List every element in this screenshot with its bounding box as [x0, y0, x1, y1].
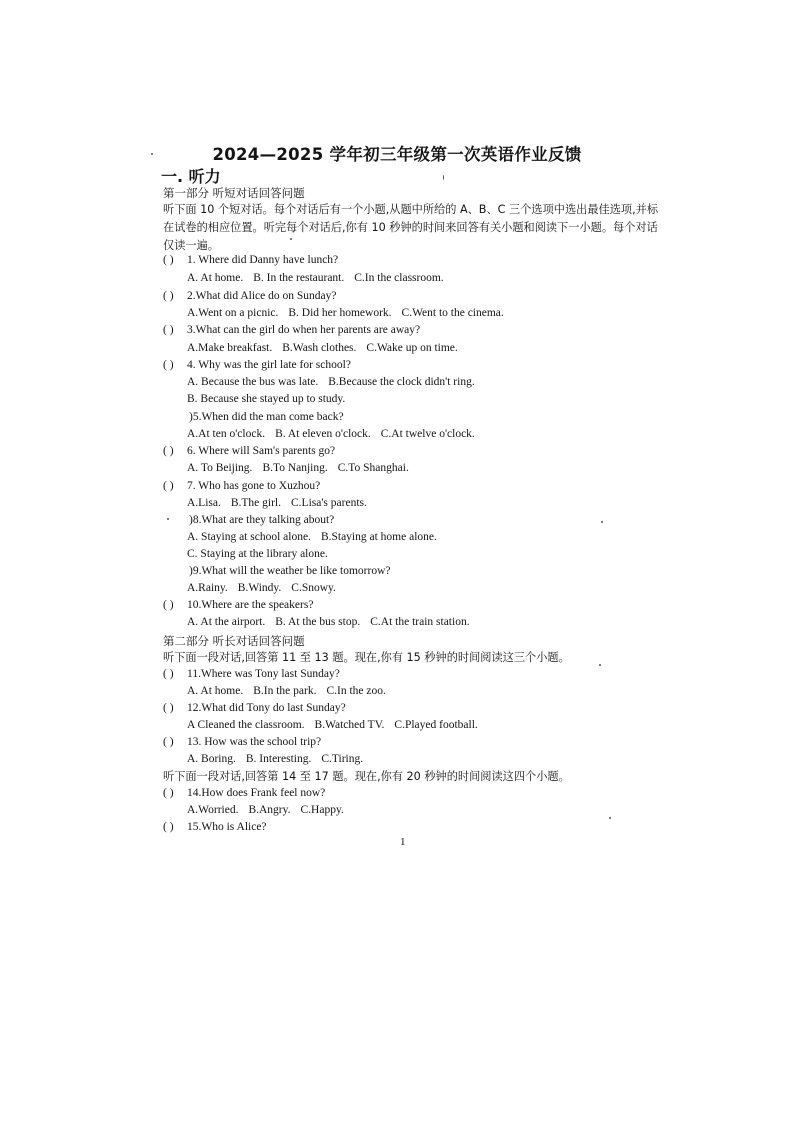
question-15: [163, 821, 267, 833]
question-stem: )8.What are they talking about?: [189, 514, 335, 526]
option-b: B.The girl.: [230, 497, 282, 509]
option-c: C.Played football.: [394, 719, 478, 731]
question-1-options: [187, 272, 454, 284]
question-11-options: [187, 685, 396, 697]
option-c: C.Snowy.: [291, 582, 336, 594]
scan-speck: [290, 238, 292, 240]
question-3-options: [187, 342, 468, 354]
question-stem: 11.Where was Tony last Sunday?: [187, 668, 340, 680]
question-stem: 3.What can the girl do when her parents are away?: [187, 324, 421, 336]
question-7-options: [187, 497, 377, 509]
question-14-options: [187, 804, 354, 816]
answer-bracket[interactable]: ( ): [163, 599, 174, 611]
scan-speck: [609, 817, 611, 819]
option-a: A. Boring.: [187, 753, 236, 765]
question-stem: 1. Where did Danny have lunch?: [187, 254, 339, 266]
question-1: [163, 254, 338, 266]
option-a: A.Make breakfast.: [187, 342, 273, 354]
page-number: 1: [400, 836, 406, 848]
scan-speck: [599, 664, 601, 666]
question-2: [163, 290, 336, 302]
option-b: B.In the park.: [253, 685, 317, 697]
option-a: A.Lisa.: [187, 497, 221, 509]
answer-bracket[interactable]: ( ): [163, 702, 174, 714]
question-stem: 2.What did Alice do on Sunday?: [187, 290, 337, 302]
question-stem: 14.How does Frank feel now?: [187, 787, 326, 799]
option-c: C.At twelve o'clock.: [380, 428, 475, 440]
question-8-options: [187, 531, 447, 543]
answer-bracket[interactable]: ( ): [163, 324, 174, 336]
option-c: C.To Shanghai.: [337, 462, 409, 474]
question-12-options: [187, 719, 488, 731]
answer-bracket[interactable]: ( ): [163, 787, 174, 799]
question-stem: 10.Where are the speakers?: [187, 599, 314, 611]
question-stem: 6. Where will Sam's parents go?: [187, 445, 336, 457]
option-a: A. At home.: [187, 272, 244, 284]
option-c: C.Wake up on time.: [366, 342, 458, 354]
option-c: C.At the train station.: [370, 616, 470, 628]
option-c: C.Went to the cinema.: [401, 307, 504, 319]
option-a: A. At home.: [187, 685, 244, 697]
option-b: B.Staying at home alone.: [320, 531, 437, 543]
option-b: B. Did her homework.: [288, 307, 392, 319]
option-b: B. In the restaurant.: [253, 272, 345, 284]
answer-bracket[interactable]: ( ): [163, 254, 174, 266]
part2-heading: 第二部分 听长对话回答问题: [163, 634, 305, 648]
question-stem: )5.When did the man come back?: [189, 411, 344, 423]
question-4: [163, 359, 351, 371]
option-c: C.In the zoo.: [326, 685, 386, 697]
option-b: B. Interesting.: [245, 753, 312, 765]
answer-bracket[interactable]: ( ): [163, 359, 174, 371]
question-13: [163, 736, 321, 748]
section-heading-listening: 一. 听力: [161, 167, 221, 186]
question-7: [163, 480, 320, 492]
option-a: A. To Beijing.: [187, 462, 253, 474]
question-4-options: [187, 376, 485, 388]
question-9: [163, 565, 391, 577]
question-2-options: [187, 307, 514, 319]
answer-bracket[interactable]: ( ): [163, 821, 174, 833]
option-a: A Cleaned the classroom.: [187, 719, 305, 731]
question-stem: 12.What did Tony do last Sunday?: [187, 702, 346, 714]
option-c: C.Tiring.: [321, 753, 364, 765]
question-8: [163, 514, 334, 526]
answer-bracket[interactable]: ( ): [163, 445, 174, 457]
option-b: B. At the bus stop.: [275, 616, 361, 628]
question-13-options: [187, 753, 373, 765]
question-12: [163, 702, 346, 714]
scan-speck: [601, 521, 603, 523]
question-stem: 7. Who has gone to Xuzhou?: [187, 480, 321, 492]
question-8-option-c: C. Staying at the library alone.: [187, 548, 328, 560]
option-a: A. At the airport.: [187, 616, 266, 628]
option-c: C.In the classroom.: [354, 272, 444, 284]
option-a: A.Went on a picnic.: [187, 307, 279, 319]
scan-speck: [167, 518, 169, 520]
question-14: [163, 787, 325, 799]
question-11: [163, 668, 340, 680]
question-stem: 13. How was the school trip?: [187, 736, 322, 748]
scan-speck: [443, 175, 444, 180]
option-c: C.Happy.: [300, 804, 344, 816]
page-title: 2024—2025 学年初三年级第一次英语作业反馈: [212, 145, 582, 164]
answer-bracket[interactable]: ( ): [163, 668, 174, 680]
answer-bracket[interactable]: ( ): [163, 480, 174, 492]
question-6-options: [187, 462, 419, 474]
option-b: B.Windy.: [237, 582, 282, 594]
part1-heading: 第一部分 听短对话回答问题: [163, 186, 305, 200]
option-b: B.To Nanjing.: [262, 462, 328, 474]
option-a: A.Worried.: [187, 804, 239, 816]
question-6: [163, 445, 335, 457]
question-stem: 4. Why was the girl late for school?: [187, 359, 351, 371]
option-a: A. Staying at school alone.: [187, 531, 311, 543]
option-b: B.Watched TV.: [314, 719, 385, 731]
part1-instruction: 听下面 10 个短对话。每个对话后有一个小题,从题中所给的 A、B、C 三个选项中选出最佳选项,并标在试卷的相应位置。听完每个对话后,你有 10 秒钟的时间来回答有关小题和阅读下一小题。每个对话仅读一遍。: [163, 203, 659, 252]
option-a: A. Because the bus was late.: [187, 376, 319, 388]
question-9-options: [187, 582, 346, 594]
option-b: B.Wash clothes.: [282, 342, 357, 354]
question-5-options: [187, 428, 485, 440]
part2-instruction-2: 听下面一段对话,回答第 14 至 17 题。现在,你有 20 秒钟的时间阅读这四个小题。: [163, 770, 570, 783]
option-b: B.Because the clock didn't ring.: [328, 376, 475, 388]
option-c: C.Lisa's parents.: [291, 497, 367, 509]
option-a: A.At ten o'clock.: [187, 428, 266, 440]
question-10: [163, 599, 313, 611]
question-stem: 15.Who is Alice?: [187, 821, 267, 833]
question-3: [163, 324, 420, 336]
answer-bracket[interactable]: ( ): [163, 736, 174, 748]
option-b: B.Angry.: [248, 804, 291, 816]
option-b: B. At eleven o'clock.: [275, 428, 371, 440]
part2-instruction-1: 听下面一段对话,回答第 11 至 13 题。现在,你有 15 秒钟的时间阅读这三个小题。: [163, 651, 570, 664]
scan-speck: [151, 153, 153, 155]
option-a: A.Rainy.: [187, 582, 228, 594]
question-5: [163, 411, 344, 423]
answer-bracket[interactable]: ( ): [163, 290, 174, 302]
question-4-option-c: B. Because she stayed up to study.: [187, 393, 346, 405]
question-stem: )9.What will the weather be like tomorrow?: [189, 565, 391, 577]
question-10-options: [187, 616, 480, 628]
